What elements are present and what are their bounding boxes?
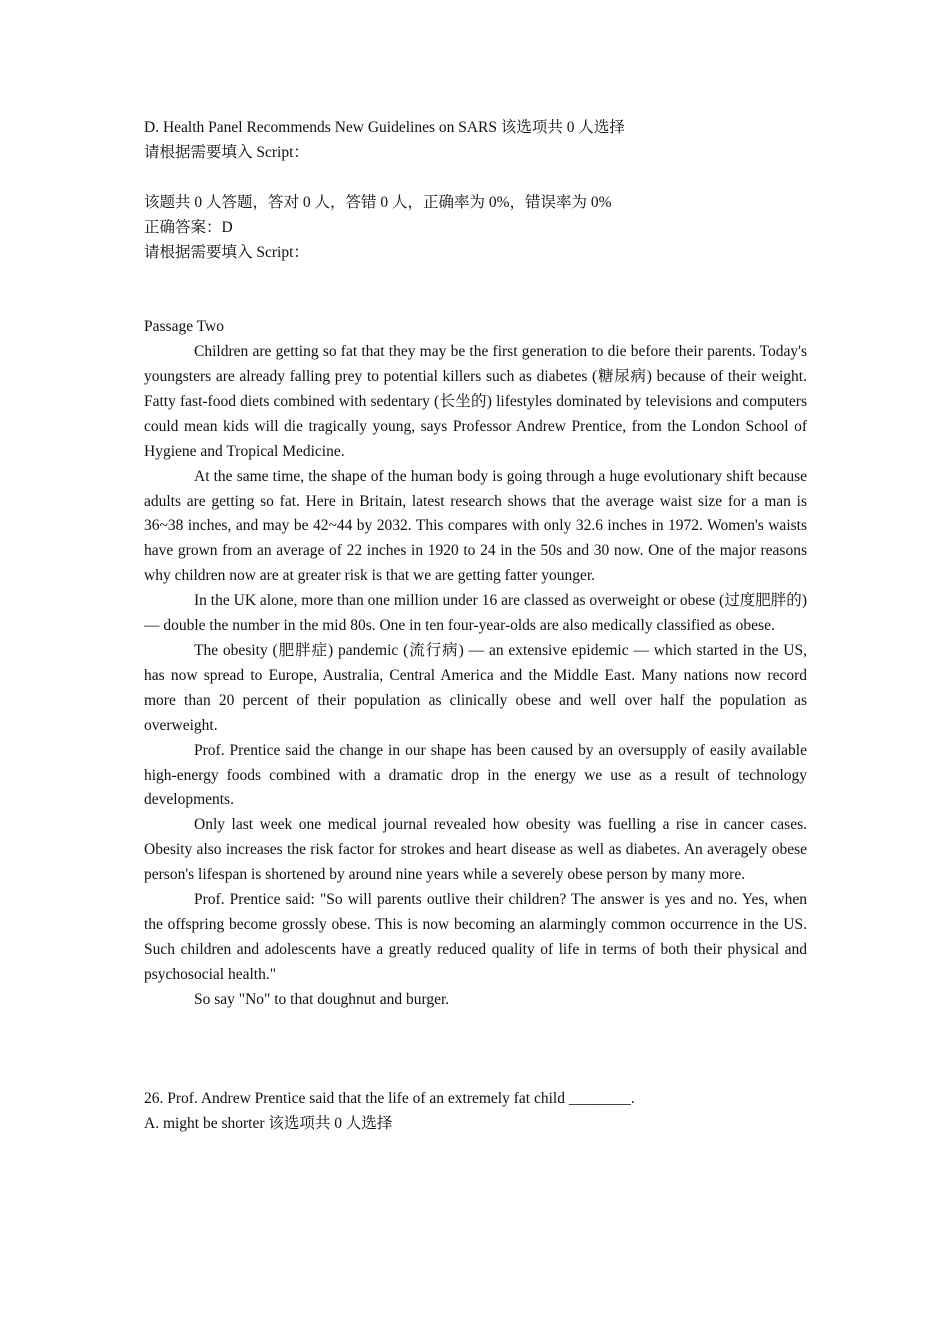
passage-paragraph: Children are getting so fat that they may be the first generation to die before their parents. Today's youngsters are already falling prey to potential killers such as diabetes (糖尿病) because of their weight. Fatty fast-food diets combined with sedentary (长坐的) lifestyles dominated by televisions and computers could mean kids will die tragically young, says Professor Andrew Prentice, from the London School of Hygiene and Tropical Medicine. bbox=[144, 343, 807, 460]
option-d-line: D. Health Panel Recommends New Guidelines on SARS 该选项共 0 人选择 bbox=[144, 119, 625, 136]
passage-paragraph: So say "No" to that doughnut and burger. bbox=[194, 990, 450, 1008]
script-prompt: 请根据需要填入 Script： bbox=[144, 243, 309, 261]
passage-paragraph: Only last week one medical journal revealed how obesity was fuelling a rise in cancer cases. Obesity also increases the risk factor for strokes and heart disease as well as diabetes. An averagely obese person's lifespan is shortened by around nine years while a severely obese person by many more. bbox=[144, 816, 807, 884]
passage-paragraph: The obesity (肥胖症) pandemic (流行病) — an extensive epidemic — which started in the US, has now spread to Europe, Australia, Central America and the Middle East. Many nations now record more than 20 percent of their population as clinically obese and well over half the population as overweight. bbox=[144, 642, 807, 734]
spacer bbox=[144, 265, 807, 315]
passage-paragraph: At the same time, the shape of the human body is going through a huge evolutionary shift because adults are getting so fat. Here in Britain, latest research shows that the average waist size for a man is 36~38 inches, and may be 42~44 by 2032. This compares with only 32.6 inches in 1972. Women's waists have grown from an average of 22 inches in 1920 to 24 in the 50s and 30 now. One of the major reasons why children now are at greater risk is that we are getting fatter younger. bbox=[144, 467, 807, 585]
answer-stats: 该题共 0 人答题，答对 0 人，答错 0 人，正确率为 0%，错误率为 0% bbox=[144, 193, 612, 211]
spacer bbox=[144, 1013, 807, 1088]
passage-paragraph: In the UK alone, more than one million under 16 are classed as overweight or obese (过度肥胖的) — double the number in the mid 80s. One in ten four-year-olds are also medically classified as obese. bbox=[144, 592, 807, 635]
question-option-a: A. might be shorter 该选项共 0 人选择 bbox=[144, 1115, 393, 1133]
question-stem: 26. Prof. Andrew Prentice said that the life of an extremely fat child ________. bbox=[144, 1090, 635, 1108]
spacer bbox=[144, 166, 807, 191]
document-body bbox=[144, 116, 807, 1137]
passage-paragraph: Prof. Prentice said: "So will parents outlive their children? The answer is yes and no. Yes, when the offspring become grossly obese. This is now becoming an alarmingly common occurrence in the US. Such children and adolescents have a greatly reduced quality of life in terms of both their physical and psychosocial health." bbox=[144, 891, 807, 983]
correct-answer: 正确答案：D bbox=[144, 218, 233, 236]
script-prompt: 请根据需要填入 Script： bbox=[144, 143, 309, 161]
passage-paragraph: Prof. Prentice said the change in our shape has been caused by an oversupply of easily available high-energy foods combined with a dramatic drop in the energy we use as a result of technology developments. bbox=[144, 741, 807, 809]
passage-title: Passage Two bbox=[144, 318, 224, 336]
